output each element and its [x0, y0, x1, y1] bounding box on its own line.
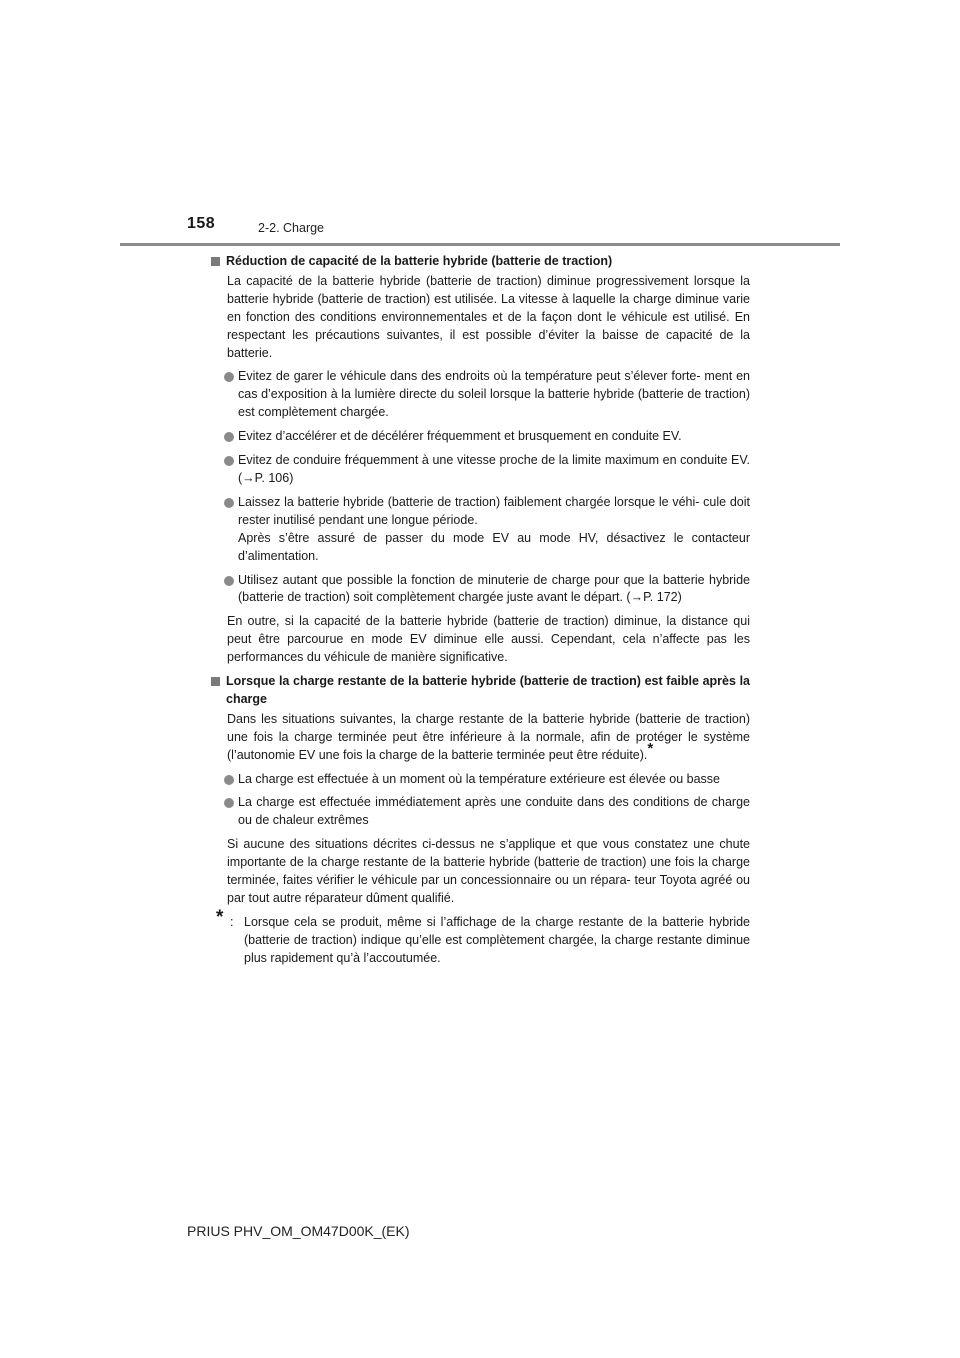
footnote-reference: *: [647, 739, 654, 757]
circle-bullet-icon: [224, 372, 234, 382]
list-item: [227, 494, 750, 566]
section-heading-text: Lorsque la charge restante de la batterie hybride (batterie de traction) est faible après la charge: [226, 674, 750, 706]
paragraph: La capacité de la batterie hybride (batterie de traction) diminue progressivement lorsque la batterie hybride (batterie de traction) est utilisée. La vitesse à laquelle la charge diminue varie en fonction des conditions environnementales et de la façon dont le véhicule est utilisé. En respectant les précautions suivantes, il est possible d’éviter la baisse de capacité de la batterie.: [227, 273, 750, 360]
list-item-text: La charge est effectuée à un moment où la température extérieure est élevée ou basse: [238, 771, 721, 786]
section-label: 2-2. Charge: [258, 221, 325, 235]
list-item-text: Laissez la batterie hybride (batterie de traction) faiblement chargée lorsque le véhi- cule doit rester inutilisé pendant une longue période.: [238, 494, 750, 527]
list-item-text-extra: Après s’être assuré de passer du mode EV au mode HV, désactivez le contacteur d’alimentation.: [238, 530, 750, 563]
list-item-text: Utilisez autant que possible la fonction de minuterie de charge pour que la batterie hybride (batterie de traction) soit complètement chargée juste avant le départ. (→P. 172): [238, 572, 750, 605]
square-bullet-icon: [211, 257, 220, 266]
paragraph-text: Dans les situations suivantes, la charge restante de la batterie hybride (batterie de traction) une fois la charge terminée peut être inférieure à la normale, afin de protéger le système (l’autonomie EV une fois la charge de la batterie terminée peut être réduite).: [227, 711, 750, 762]
section-heading: [210, 673, 750, 709]
paragraph: [227, 711, 750, 765]
document-id: PRIUS PHV_OM_OM47D00K_(EK): [187, 1223, 410, 1239]
section-heading: [210, 253, 750, 271]
footnote-text: Lorsque cela se produit, même si l’affichage de la charge restante de la batterie hybride (batterie de traction) indique qu’elle est complètement chargée, la charge restante diminue plus rapidement qu’à l’accoutumée.: [244, 914, 750, 965]
circle-bullet-icon: [224, 456, 234, 466]
header-rule: [120, 243, 840, 246]
list-item-text: Evitez de conduire fréquemment à une vitesse proche de la limite maximum en conduite EV. (→P. 106): [238, 453, 750, 485]
paragraph: En outre, si la capacité de la batterie hybride (batterie de traction) diminue, la distance qui peut être parcourue en mode EV diminue elle aussi. Cependant, cela n’affecte pas les performances du véhicule de manière significative.: [227, 614, 750, 665]
asterisk-icon: *: [216, 906, 224, 928]
page-number: 158: [187, 215, 216, 232]
section-heading-text: Réduction de capacité de la batterie hybride (batterie de traction): [226, 254, 613, 268]
list-item: [227, 572, 750, 608]
circle-bullet-icon: [224, 576, 234, 586]
square-bullet-icon: [211, 677, 220, 686]
list-item-text: La charge est effectuée immédiatement après une conduite dans des conditions de charge ou de chaleur extrêmes: [238, 795, 750, 828]
list-item-text: Evitez d’accélérer et de décélérer fréquemment et brusquement en conduite EV.: [238, 429, 682, 444]
circle-bullet-icon: [224, 798, 234, 808]
footnote-colon: :: [230, 914, 234, 929]
list-item: [227, 771, 750, 789]
circle-bullet-icon: [224, 775, 234, 785]
circle-bullet-icon: [224, 498, 234, 508]
list-item: [227, 794, 750, 830]
paragraph: Si aucune des situations décrites ci-dessus ne s’applique et que vous constatez une chute importante de la charge restante de la batterie hybride (batterie de traction) une fois la charge terminée, faites vérifier le véhicule par un concessionnaire ou un répara- teur Toyota agréé ou par tout autre réparateur dûment qualifié.: [227, 837, 750, 905]
footnote: [216, 906, 750, 968]
list-item: [227, 452, 750, 488]
circle-bullet-icon: [224, 432, 234, 442]
list-item-text: Evitez de garer le véhicule dans des endroits où la température peut s’élever forte- ment en cas d’exposition à la lumière directe du soleil lorsque la batterie hybride (batterie de traction) est complètement chargée.: [238, 369, 750, 420]
page-content: [210, 253, 750, 968]
list-item: [227, 428, 750, 446]
list-item: [227, 368, 750, 422]
